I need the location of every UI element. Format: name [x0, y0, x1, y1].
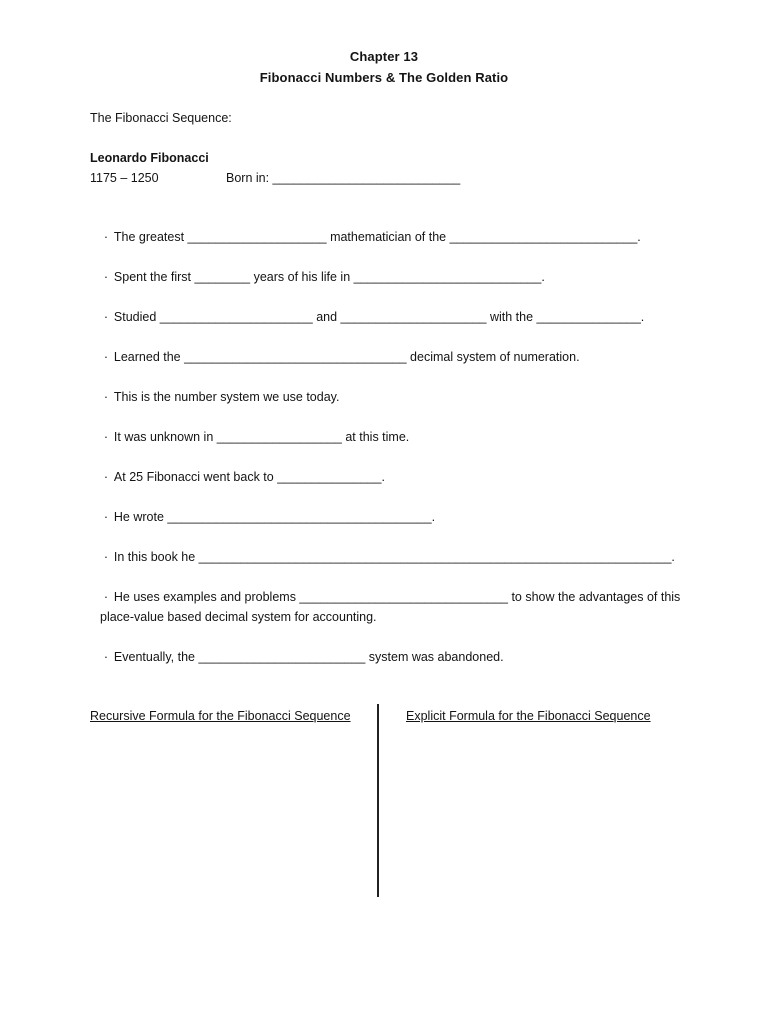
bullet-marker: ·	[103, 650, 109, 664]
bullet-text: In this book he ____________________________________________________________________.	[113, 550, 675, 564]
explicit-formula-heading: Explicit Formula for the Fibonacci Sequence	[406, 709, 651, 723]
bullet-text: At 25 Fibonacci went back to _______________.	[113, 470, 385, 484]
bullet-text: Eventually, the ________________________ system was abandoned.	[113, 650, 504, 664]
bullet-text: Spent the first ________ years of his life in ___________________________.	[113, 270, 545, 284]
chapter-heading: Chapter 13	[349, 49, 419, 64]
page-title: Fibonacci Numbers & The Golden Ratio	[259, 70, 509, 85]
bullet-text: He wrote ______________________________________.	[113, 510, 436, 524]
recursive-formula-heading: Recursive Formula for the Fibonacci Sequence	[90, 709, 351, 723]
bullet-marker: ·	[103, 270, 109, 284]
bullet-text: Learned the ________________________________ decimal system of numeration.	[113, 350, 580, 364]
person-years: 1175 – 1250	[90, 171, 159, 185]
column-divider	[377, 704, 379, 897]
bullet-marker: ·	[103, 390, 109, 404]
bullet-marker: ·	[103, 590, 109, 604]
bullet-item	[90, 627, 504, 687]
bullet-text: It was unknown in __________________ at this time.	[113, 430, 410, 444]
bullet-text: This is the number system we use today.	[113, 390, 340, 404]
bullet-marker: ·	[103, 310, 109, 324]
bullet-continuation-text: place-value based decimal system for accounting.	[100, 610, 377, 624]
bullet-marker: ·	[103, 470, 109, 484]
bullet-text: Studied ______________________ and _____________________ with the _______________.	[113, 310, 645, 324]
bullet-text: He uses examples and problems ______________________________ to show the advantages of this	[113, 590, 681, 604]
bullet-marker: ·	[103, 510, 109, 524]
person-name: Leonardo Fibonacci	[90, 151, 209, 165]
bullet-marker: ·	[103, 230, 109, 244]
bullet-marker: ·	[103, 350, 109, 364]
bullet-marker: ·	[103, 550, 109, 564]
bullet-marker: ·	[103, 430, 109, 444]
bullet-text: The greatest ____________________ mathematician of the ___________________________.	[113, 230, 641, 244]
born-in-blank: Born in: ___________________________	[226, 171, 461, 185]
section-label: The Fibonacci Sequence:	[90, 111, 232, 125]
